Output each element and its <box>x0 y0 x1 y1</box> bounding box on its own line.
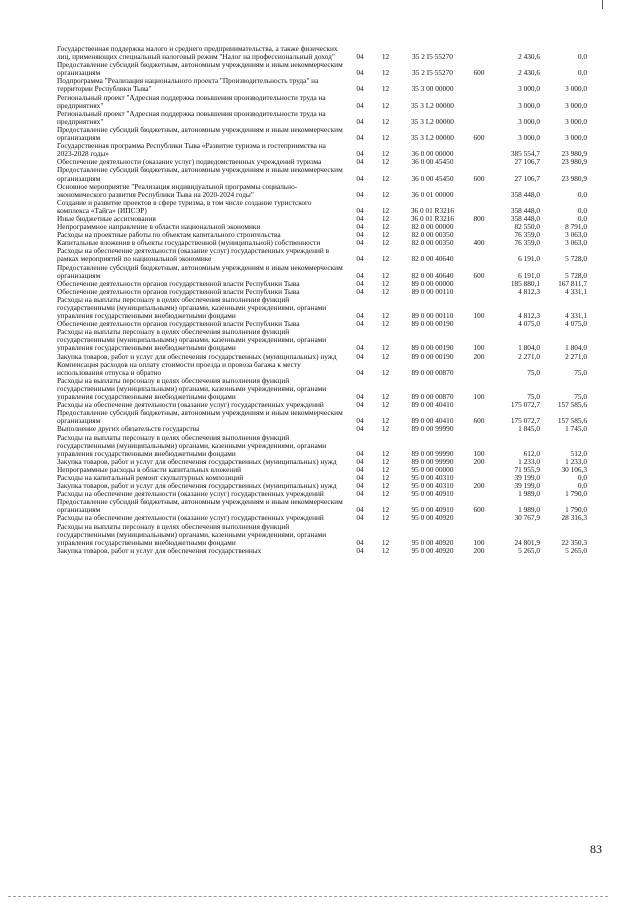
section-code: 04 <box>356 270 364 280</box>
amount-year-1: 27 106,7 <box>514 157 540 167</box>
amount-year-1: 3 000,0 <box>518 133 540 143</box>
amount-year-1: 3 000,0 <box>518 84 540 94</box>
section-code: 04 <box>356 205 364 215</box>
subsection-code: 12 <box>381 505 390 515</box>
table-row <box>57 77 587 93</box>
target-article-code: 35 2 I5 55270 <box>412 68 453 78</box>
expense-name: Расходы на выплаты персоналу в целях обеспечения выполнения функций государственными (муниципальными) органами, казенными учреждениями, органами управления государственными внебюджетными фондами <box>57 327 327 353</box>
amount-year-2: 4 331,1 <box>565 286 587 296</box>
expense-type-code <box>467 77 491 93</box>
scan-bottom-line <box>8 896 608 897</box>
section-code: 04 <box>356 537 364 547</box>
expense-name: Предоставление субсидий бюджетным, автономным учреждениям и иным некоммерческим организациям <box>57 165 343 183</box>
target-article-code: 82 0 00 00350 <box>411 230 454 240</box>
table-row <box>57 523 587 547</box>
subsection-code: 12 <box>381 254 390 264</box>
expense-type-code <box>467 110 491 126</box>
subsection-code: 12 <box>381 464 390 474</box>
table-row <box>57 361 587 377</box>
expense-type-code: 200 <box>473 545 485 555</box>
target-article-code: 89 0 00 40410 <box>411 400 454 410</box>
amount-year-1: 30 767,9 <box>514 513 540 523</box>
amount-year-2: 8 791,0 <box>565 222 587 232</box>
subsection-code: 12 <box>381 367 390 377</box>
expense-name: Региональный проект "Адресная поддержка повышения производительности труда на предприятиях" <box>57 92 326 110</box>
amount-year-1: 75,0 <box>527 392 540 402</box>
table-row <box>57 409 587 425</box>
amount-year-2: 0,0 <box>577 189 587 199</box>
amount-year-2: 157 585,6 <box>557 416 587 426</box>
amount-year-2: 5 728,0 <box>565 254 587 264</box>
target-article-code: 89 0 00 00190 <box>411 319 454 329</box>
section-code: 04 <box>356 416 364 426</box>
section-code: 04 <box>356 481 364 491</box>
expense-type-code <box>467 490 491 498</box>
amount-year-1: 385 554,7 <box>510 149 540 159</box>
amount-year-1: 3 000,0 <box>518 116 540 126</box>
expense-type-code <box>467 425 491 433</box>
subsection-code: 12 <box>381 205 390 215</box>
section-code: 04 <box>356 84 364 94</box>
section-code: 04 <box>356 149 364 159</box>
expense-name: Расходы на обеспечение деятельности (оказание услуг) государственных учреждений в рамках мероприятий по национальной экономике <box>57 246 330 264</box>
amount-year-2: 28 316,3 <box>561 513 587 523</box>
subsection-code: 12 <box>381 213 390 223</box>
expense-name: Предоставление субсидий бюджетным, автономным учреждениям и иным некоммерческим организациям <box>57 497 343 515</box>
amount-year-1: 1 845,0 <box>518 424 540 434</box>
section-code: 04 <box>356 351 364 361</box>
target-article-code: 95 0 00 40920 <box>411 537 454 547</box>
expense-name: Непрограммные расходы в области капитальных вложений <box>57 464 242 474</box>
amount-year-2: 3 000,0 <box>565 133 587 143</box>
expense-name: Расходы на обеспечение деятельности (оказание услуг) государственных учреждений <box>57 489 324 499</box>
page-number: 83 <box>590 842 602 856</box>
amount-year-2: 22 350,3 <box>561 537 587 547</box>
section-code: 04 <box>356 68 364 78</box>
amount-year-1: 2 271,0 <box>518 351 540 361</box>
section-code: 04 <box>356 545 364 555</box>
section-code: 04 <box>356 157 364 167</box>
amount-year-1: 1 804,0 <box>518 343 540 353</box>
table-row <box>57 377 587 401</box>
amount-year-2: 1 804,0 <box>565 343 587 353</box>
subsection-code: 12 <box>381 286 390 296</box>
expense-type-code: 100 <box>473 311 485 321</box>
scan-edge-mark <box>602 0 603 9</box>
subsection-code: 12 <box>381 311 390 321</box>
subsection-code: 12 <box>381 392 390 402</box>
section-code: 04 <box>356 278 364 288</box>
table-row <box>57 296 587 320</box>
amount-year-1: 76 359,0 <box>514 230 540 240</box>
expense-type-code <box>467 280 491 288</box>
amount-year-1: 76 359,0 <box>514 238 540 248</box>
subsection-code: 12 <box>381 343 390 353</box>
amount-year-1: 75,0 <box>527 367 540 377</box>
subsection-code: 12 <box>381 157 390 167</box>
section-code: 04 <box>356 286 364 296</box>
amount-year-1: 5 265,0 <box>518 545 540 555</box>
target-article-code: 89 0 00 00110 <box>411 286 454 296</box>
expense-name: Закупка товаров, работ и услуг для обеспечения государственных <box>57 545 262 555</box>
subsection-code: 12 <box>381 173 390 183</box>
target-article-code: 95 0 00 40310 <box>411 481 454 491</box>
expense-name: Предоставление субсидий бюджетным, автономным учреждениям и иным некоммерческим организациям <box>57 408 343 426</box>
amount-year-2: 23 980,9 <box>561 149 587 159</box>
target-article-code: 95 0 00 00000 <box>411 464 454 474</box>
expense-name: Основное мероприятие "Реализация индивидуальной программы социально-экономического развития Республики Тыва на 2020-2024 годы" <box>57 181 298 199</box>
subsection-code: 12 <box>381 230 390 240</box>
amount-year-2: 0,0 <box>577 481 587 491</box>
table-row <box>57 126 587 142</box>
subsection-code: 12 <box>381 238 390 248</box>
table-row <box>57 328 587 352</box>
subsection-code: 12 <box>381 222 390 232</box>
amount-year-2: 1 790,0 <box>565 505 587 515</box>
amount-year-1: 1 233,0 <box>518 456 540 466</box>
target-article-code: 36 0 01 R3216 <box>410 213 455 223</box>
subsection-code: 12 <box>381 400 390 410</box>
expense-name: Обеспечение деятельности органов государственной власти Республики Тыва <box>57 319 300 329</box>
target-article-code: 82 0 00 00000 <box>411 222 454 232</box>
expense-name: Выполнение других обязательств государства <box>57 424 200 434</box>
expense-type-code: 600 <box>473 505 485 515</box>
expense-name: Расходы на выплаты персоналу в целях обеспечения выполнения функций государственными (муниципальными) органами, казенными учреждениями, органами управления государственными внебюджетными фондами <box>57 432 327 458</box>
expense-type-code: 800 <box>473 213 485 223</box>
expense-type-code: 600 <box>473 68 485 78</box>
section-code: 04 <box>356 222 364 232</box>
amount-year-2: 157 585,6 <box>557 400 587 410</box>
target-article-code: 89 0 00 40410 <box>411 416 454 426</box>
expense-name: Обеспечение деятельности органов государственной власти Республики Тыва <box>57 286 300 296</box>
target-article-code: 82 0 00 40640 <box>411 270 454 280</box>
section-code: 04 <box>356 367 364 377</box>
subsection-code: 12 <box>381 278 390 288</box>
amount-year-1: 71 955,9 <box>514 464 540 474</box>
amount-year-1: 612,0 <box>523 448 540 458</box>
expense-name: Расходы на капитальный ремонт скульптурных композиций <box>57 472 244 482</box>
section-code: 04 <box>356 213 364 223</box>
expense-name: Непрограммное направление в области национальной экономики <box>57 222 261 232</box>
amount-year-2: 3 063,0 <box>565 230 587 240</box>
section-code: 04 <box>356 52 364 62</box>
subsection-code: 12 <box>381 472 390 482</box>
expense-type-code <box>467 401 491 409</box>
table-row <box>57 434 587 458</box>
expense-name: Государственная поддержка малого и среднего предпринимательства, а также физических лиц, применяющих специальный налоговый режим "Налог на профессиональный доход" <box>57 44 338 62</box>
target-article-code: 89 0 00 00190 <box>411 351 454 361</box>
amount-year-2: 0,0 <box>577 472 587 482</box>
amount-year-1: 6 191,0 <box>518 254 540 264</box>
expense-type-code <box>467 361 491 377</box>
expense-name: Расходы на проектные работы по объектам капитального строительства <box>57 230 281 240</box>
section-code: 04 <box>356 464 364 474</box>
subsection-code: 12 <box>381 448 390 458</box>
table-row <box>57 166 587 182</box>
amount-year-2: 167 811,7 <box>558 278 587 288</box>
expense-name: Закупка товаров, работ и услуг для обеспечения государственных (муниципальных) нужд <box>57 456 337 466</box>
section-code: 04 <box>356 448 364 458</box>
section-code: 04 <box>356 230 364 240</box>
section-code: 04 <box>356 100 364 110</box>
subsection-code: 12 <box>381 52 390 62</box>
budget-table-body <box>57 45 587 555</box>
target-article-code: 89 0 00 99990 <box>411 424 454 434</box>
subsection-code: 12 <box>381 100 390 110</box>
table-row <box>57 183 587 199</box>
amount-year-2: 4 331,1 <box>565 311 587 321</box>
expense-name: Компенсация расходов на оплату стоимости проезда и провоза багажа к месту использования отпуска и обратно <box>57 359 301 377</box>
amount-year-1: 24 801,9 <box>514 537 540 547</box>
amount-year-1: 39 199,0 <box>514 472 540 482</box>
expense-type-code: 100 <box>473 343 485 353</box>
expense-type-code <box>467 514 491 522</box>
amount-year-2: 0,0 <box>577 213 587 223</box>
amount-year-2: 23 980,9 <box>561 157 587 167</box>
expense-type-code <box>467 183 491 199</box>
expense-type-code <box>467 247 491 263</box>
amount-year-2: 3 063,0 <box>565 238 587 248</box>
target-article-code: 89 0 00 00110 <box>411 311 454 321</box>
amount-year-1: 2 430,6 <box>518 68 540 78</box>
target-article-code: 35 3 L2 00000 <box>411 116 454 126</box>
expense-type-code: 200 <box>473 456 485 466</box>
amount-year-2: 3 000,0 <box>565 100 587 110</box>
target-article-code: 36 0 00 45450 <box>411 173 454 183</box>
target-article-code: 95 0 00 40920 <box>411 545 454 555</box>
expense-type-code <box>467 320 491 328</box>
expense-name: Региональный проект "Адресная поддержка повышения производительности труда на предприятиях" <box>57 108 326 126</box>
amount-year-1: 3 000,0 <box>518 100 540 110</box>
table-row <box>57 547 587 555</box>
amount-year-2: 5 728,0 <box>565 270 587 280</box>
subsection-code: 12 <box>381 133 390 143</box>
amount-year-2: 1 790,0 <box>565 489 587 499</box>
expense-type-code: 200 <box>473 351 485 361</box>
amount-year-2: 512,0 <box>570 448 587 458</box>
expense-type-code: 100 <box>473 537 485 547</box>
table-row <box>57 264 587 280</box>
expense-type-code: 400 <box>473 238 485 248</box>
amount-year-2: 30 106,3 <box>561 464 587 474</box>
subsection-code: 12 <box>381 416 390 426</box>
expense-type-code: 100 <box>473 448 485 458</box>
section-code: 04 <box>356 311 364 321</box>
target-article-code: 36 0 01 R3216 <box>410 205 455 215</box>
amount-year-2: 1 745,0 <box>565 424 587 434</box>
section-code: 04 <box>356 400 364 410</box>
expense-type-code <box>467 158 491 166</box>
amount-year-2: 3 000,0 <box>565 84 587 94</box>
expense-type-code <box>467 466 491 474</box>
section-code: 04 <box>356 343 364 353</box>
expense-name: Расходы на выплаты персоналу в целях обеспечения выполнения функций государственными (муниципальными) органами, казенными учреждениями, органами управления государственными внебюджетными фондами <box>57 294 327 321</box>
subsection-code: 12 <box>381 68 390 78</box>
expense-name: Предоставление субсидий бюджетным, автономным учреждениям и иным некоммерческим организациям <box>57 60 343 78</box>
subsection-code: 12 <box>381 189 390 199</box>
target-article-code: 35 3 00 00000 <box>411 84 454 94</box>
expense-type-code <box>467 142 491 158</box>
expense-name: Расходы на обеспечение деятельности (оказание услуг) государственных учреждений <box>57 400 324 410</box>
section-code: 04 <box>356 505 364 515</box>
amount-year-2: 23 980,9 <box>561 173 587 183</box>
amount-year-2: 5 265,0 <box>565 545 587 555</box>
subsection-code: 12 <box>381 149 390 159</box>
section-code: 04 <box>356 513 364 523</box>
amount-year-1: 82 550,0 <box>514 222 540 232</box>
amount-year-1: 1 989,0 <box>518 505 540 515</box>
expense-name: Предоставление субсидий бюджетным, автономным учреждениям и иным некоммерческим организациям <box>57 124 343 143</box>
section-code: 04 <box>356 489 364 499</box>
subsection-code: 12 <box>381 116 390 126</box>
amount-year-2: 3 000,0 <box>565 116 587 126</box>
expense-name: Создание и развитие проектов в сфере туризма, в том числе создание туристского комплекса «Тайга» (ИПСЭР) <box>57 197 312 215</box>
budget-table <box>57 45 587 555</box>
amount-year-1: 39 199,0 <box>514 481 540 491</box>
expense-name: Расходы на обеспечение деятельности (оказание услуг) государственных учреждений <box>57 513 324 523</box>
expense-name: Капитальные вложения в объекты государственной (муниципальной) собственности <box>57 238 321 248</box>
section-code: 04 <box>356 173 364 183</box>
expense-type-code: 200 <box>473 481 485 491</box>
expense-type-code: 600 <box>473 173 485 183</box>
subsection-code: 12 <box>381 424 390 434</box>
amount-year-1: 358 448,0 <box>510 189 540 199</box>
target-article-code: 36 0 00 45450 <box>411 157 454 167</box>
expense-name: Закупка товаров, работ и услуг для обеспечения государственных (муниципальных) нужд <box>57 351 337 361</box>
amount-year-1: 4 812,3 <box>518 286 540 296</box>
target-article-code: 82 0 00 00350 <box>411 238 454 248</box>
expense-type-code <box>467 94 491 110</box>
subsection-code: 12 <box>381 351 390 361</box>
amount-year-1: 1 989,0 <box>518 489 540 499</box>
expense-name: Обеспечение деятельности органов государственной власти Республики Тыва <box>57 278 300 288</box>
section-code: 04 <box>356 456 364 466</box>
table-row <box>57 247 587 263</box>
target-article-code: 89 0 00 00870 <box>411 367 454 377</box>
table-row <box>57 498 587 514</box>
expense-type-code <box>467 199 491 215</box>
expense-type-code: 600 <box>473 133 485 143</box>
section-code: 04 <box>356 189 364 199</box>
subsection-code: 12 <box>381 270 390 280</box>
section-code: 04 <box>356 392 364 402</box>
target-article-code: 89 0 00 00870 <box>411 392 454 402</box>
amount-year-1: 2 430,6 <box>518 52 540 62</box>
amount-year-1: 358 448,0 <box>510 205 540 215</box>
expense-type-code: 600 <box>473 270 485 280</box>
expense-name: Иные бюджетные ассигнования <box>57 213 156 223</box>
subsection-code: 12 <box>381 513 390 523</box>
section-code: 04 <box>356 319 364 329</box>
expense-type-code <box>467 223 491 231</box>
amount-year-2: 4 075,0 <box>565 319 587 329</box>
expense-type-code: 100 <box>473 392 485 402</box>
target-article-code: 95 0 00 40310 <box>411 472 454 482</box>
table-row <box>57 94 587 110</box>
subsection-code: 12 <box>381 545 390 555</box>
section-code: 04 <box>356 238 364 248</box>
table-row <box>57 110 587 126</box>
section-code: 04 <box>356 424 364 434</box>
amount-year-1: 4 812,3 <box>518 311 540 321</box>
target-article-code: 36 0 00 00000 <box>411 149 454 159</box>
section-code: 04 <box>356 116 364 126</box>
expense-name: Подпрограмма "Реализация национального проекта "Производительность труда" на территории Республики Тыва" <box>57 76 319 94</box>
target-article-code: 95 0 00 40910 <box>411 505 454 515</box>
section-code: 04 <box>356 472 364 482</box>
subsection-code: 12 <box>381 481 390 491</box>
amount-year-1: 175 072,7 <box>510 400 540 410</box>
target-article-code: 35 3 L2 00000 <box>411 133 454 143</box>
amount-year-2: 0,0 <box>577 52 587 62</box>
subsection-code: 12 <box>381 489 390 499</box>
target-article-code: 89 0 00 00000 <box>411 278 454 288</box>
target-article-code: 35 3 L2 00000 <box>411 100 454 110</box>
expense-type-code <box>467 288 491 296</box>
table-row <box>57 142 587 158</box>
expense-name: Предоставление субсидий бюджетным, автономным учреждениям и иным некоммерческим организациям <box>57 262 343 280</box>
target-article-code: 89 0 00 99990 <box>411 448 454 458</box>
table-row <box>57 45 587 61</box>
amount-year-1: 358 448,0 <box>510 213 540 223</box>
target-article-code: 95 0 00 40910 <box>411 489 454 499</box>
subsection-code: 12 <box>381 537 390 547</box>
amount-year-1: 175 072,7 <box>510 416 540 426</box>
section-code: 04 <box>356 133 364 143</box>
amount-year-1: 185 880,1 <box>510 278 540 288</box>
amount-year-2: 0,0 <box>577 205 587 215</box>
amount-year-2: 2 271,0 <box>565 351 587 361</box>
target-article-code: 89 0 00 00190 <box>411 343 454 353</box>
expense-name: Закупка товаров, работ и услуг для обеспечения государственных (муниципальных) нужд <box>57 481 337 491</box>
amount-year-1: 27 106,7 <box>514 173 540 183</box>
amount-year-2: 75,0 <box>574 367 587 377</box>
subsection-code: 12 <box>381 84 390 94</box>
table-row <box>57 199 587 215</box>
expense-type-code <box>467 45 491 61</box>
subsection-code: 12 <box>381 456 390 466</box>
target-article-code: 35 2 I5 55270 <box>412 52 453 62</box>
amount-year-2: 75,0 <box>574 392 587 402</box>
section-code: 04 <box>356 254 364 264</box>
target-article-code: 89 0 00 99990 <box>411 456 454 466</box>
expense-type-code: 600 <box>473 416 485 426</box>
target-article-code: 95 0 00 40920 <box>411 513 454 523</box>
expense-name: Обеспечение деятельности (оказание услуг) подведомственных учреждений туризма <box>57 157 322 167</box>
expense-name: Расходы на выплаты персоналу в целях обеспечения выполнения функций государственными (муниципальными) органами, казенными учреждениями, органами управления государственными внебюджетными фондами <box>57 521 327 547</box>
amount-year-2: 1 233,0 <box>565 456 587 466</box>
amount-year-1: 6 191,0 <box>518 270 540 280</box>
amount-year-1: 4 075,0 <box>518 319 540 329</box>
table-row <box>57 61 587 77</box>
target-article-code: 82 0 00 40640 <box>411 254 454 264</box>
subsection-code: 12 <box>381 319 390 329</box>
target-article-code: 36 0 01 00000 <box>411 189 454 199</box>
expense-name: Расходы на выплаты персоналу в целях обеспечения выполнения функций государственными (муниципальными) органами, казенными учреждениями, органами управления государственными внебюджетными фондами <box>57 375 327 402</box>
amount-year-2: 0,0 <box>577 68 587 78</box>
expense-name: Государственная программа Республики Тыва «Развитие туризма и гостеприимства на 2023-2028 годы» <box>57 141 326 159</box>
